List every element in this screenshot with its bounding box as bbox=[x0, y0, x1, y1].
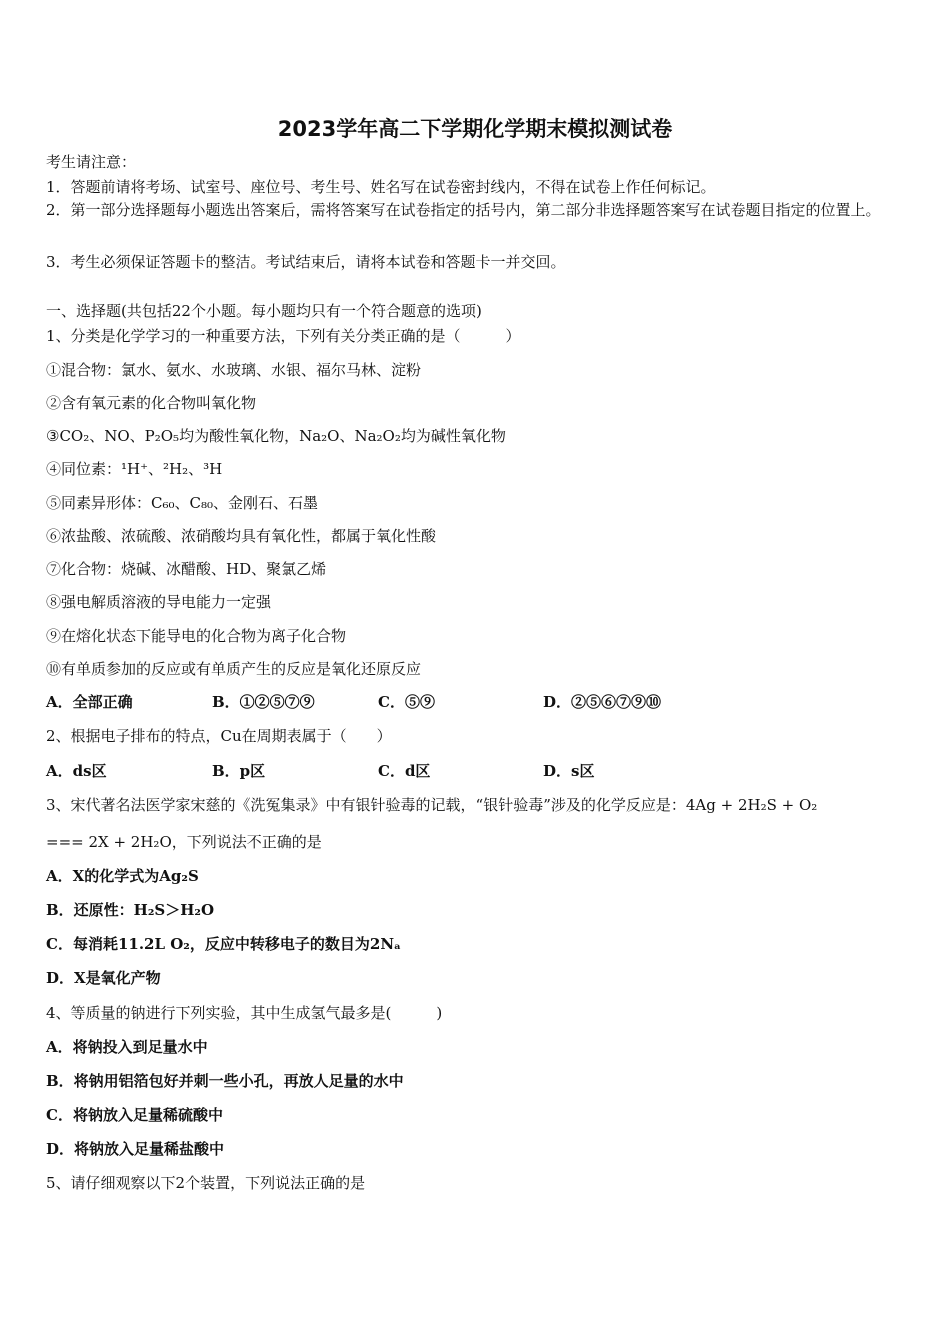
q1-item-5: ⑤同素异形体：C₆₀、C₈₀、金刚石、石墨 bbox=[46, 494, 319, 512]
q4-stem: 4、等质量的钠进行下列实验，其中生成氢气最多是( ) bbox=[46, 1004, 443, 1022]
q3-stem-line1: 3、宋代著名法医学家宋慈的《洗冤集录》中有银针验毒的记载，“银针验毒”涉及的化学反应是：4Ag + 2H₂S + O₂ bbox=[46, 796, 818, 814]
q1-option-c: C．⑤⑨ bbox=[378, 693, 435, 711]
q1-item-8: ⑧强电解质溶液的导电能力一定强 bbox=[46, 593, 272, 611]
q2-option-c: C．d区 bbox=[378, 762, 431, 780]
q1-item-9: ⑨在熔化状态下能导电的化合物为离子化合物 bbox=[46, 627, 347, 645]
q2-option-b: B．p区 bbox=[212, 762, 266, 780]
q4-option-a: A．将钠投入到足量水中 bbox=[46, 1038, 208, 1056]
notice-heading: 考生请注意： bbox=[46, 153, 137, 171]
q2-stem: 2、根据电子排布的特点，Cu在周期表属于（ ） bbox=[46, 727, 392, 745]
q2-option-a: A．ds区 bbox=[46, 762, 107, 780]
q3-option-b: B．还原性：H₂S＞H₂O bbox=[46, 901, 215, 919]
q1-stem: 1、分类是化学学习的一种重要方法，下列有关分类正确的是（ ） bbox=[46, 327, 521, 345]
q4-option-c: C．将钠放入足量稀硫酸中 bbox=[46, 1106, 223, 1124]
q1-item-3: ③CO₂、NO、P₂O₅均为酸性氧化物，Na₂O、Na₂O₂均为碱性氧化物 bbox=[46, 427, 506, 445]
q3-option-a: A．X的化学式为Ag₂S bbox=[46, 867, 199, 885]
q1-option-b: B．①②⑤⑦⑨ bbox=[212, 693, 315, 711]
q4-option-b: B．将钠用铝箔包好并刺一些小孔，再放人足量的水中 bbox=[46, 1072, 404, 1090]
q1-option-d: D．②⑤⑥⑦⑨⑩ bbox=[543, 693, 662, 711]
q5-stem: 5、请仔细观察以下2个装置，下列说法正确的是 bbox=[46, 1174, 366, 1192]
q3-stem-line2: === 2X + 2H₂O，下列说法不正确的是 bbox=[46, 833, 322, 851]
section-heading: 一、选择题(共包括22个小题。每小题均只有一个符合题意的选项) bbox=[46, 302, 482, 320]
notice-item-3: 3．考生必须保证答题卡的整洁。考试结束后，请将本试卷和答题卡一并交回。 bbox=[46, 253, 566, 271]
q1-item-6: ⑥浓盐酸、浓硫酸、浓硝酸均具有氧化性，都属于氧化性酸 bbox=[46, 527, 437, 545]
notice-item-1: 1．答题前请将考场、试室号、座位号、考生号、姓名写在试卷密封线内，不得在试卷上作任何标记。 bbox=[46, 178, 716, 196]
q3-option-c: C．每消耗11.2L O₂，反应中转移电子的数目为2Nₐ bbox=[46, 935, 402, 953]
q3-option-d: D．X是氧化产物 bbox=[46, 969, 161, 987]
q1-item-1: ①混合物：氯水、氨水、水玻璃、水银、福尔马林、淀粉 bbox=[46, 361, 422, 379]
q4-option-d: D．将钠放入足量稀盐酸中 bbox=[46, 1140, 225, 1158]
notice-item-2: 2．第一部分选择题每小题选出答案后，需将答案写在试卷指定的括号内，第二部分非选择题答案写在试卷题目指定的位置上。 bbox=[46, 201, 881, 219]
q1-item-2: ②含有氧元素的化合物叫氧化物 bbox=[46, 394, 257, 412]
q2-option-d: D．s区 bbox=[543, 762, 595, 780]
q1-option-a: A．全部正确 bbox=[46, 693, 133, 711]
q1-item-7: ⑦化合物：烧碱、冰醋酸、HD、聚氯乙烯 bbox=[46, 560, 327, 578]
q1-item-4: ④同位素：¹H⁺、²H₂、³H bbox=[46, 460, 223, 478]
page-title: 2023学年高二下学期化学期末模拟测试卷 bbox=[277, 117, 673, 141]
q1-item-10: ⑩有单质参加的反应或有单质产生的反应是氧化还原反应 bbox=[46, 660, 422, 678]
